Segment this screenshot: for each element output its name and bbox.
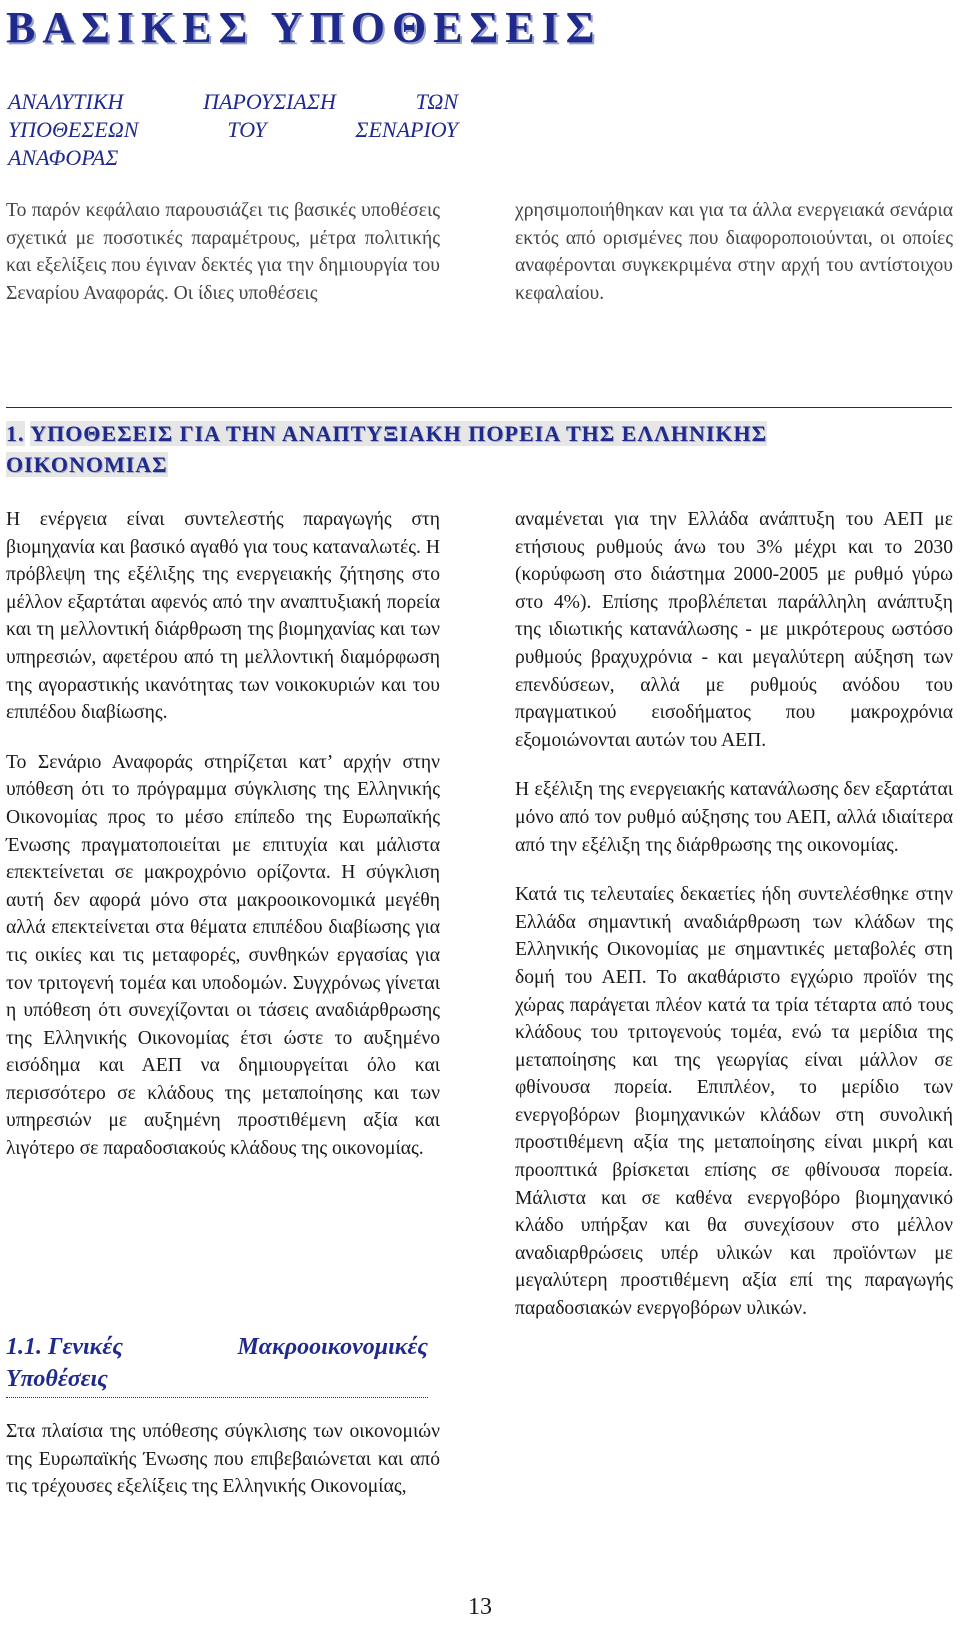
intro-paragraph-left: Το παρόν κεφάλαιο παρουσιάζει τις βασικές υποθέσεις σχετικά με ποσοτικές παραμέτρους, μέτρα πολιτικής και εξελίξεις που έγιναν δεκτές για την δημιουργία του Σεναρίου Αναφοράς. Οι ίδιες υποθέσεις: [6, 200, 440, 304]
chapter-subtitle: [8, 88, 458, 172]
subtitle-line-3: ΑΝΑΦΟΡΑΣ: [8, 145, 119, 170]
chapter-title: ΒΑΣΙΚΕΣ ΥΠΟΘΕΣΕΙΣ: [6, 3, 602, 52]
subsection-word-2: Μακροοικονομικές: [237, 1334, 428, 1360]
subsection-text-column: [6, 1418, 440, 1501]
subtitle-line-1: ΑΝΑΛΥΤΙΚΗ ΠΑΡΟΥΣΙΑΣΗ ΤΩΝ: [8, 89, 458, 114]
right-paragraph-1: αναμένεται για την Ελλάδα ανάπτυξη του ΑΕΠ με ετήσιους ρυθμούς άνω του 3% μέχρι και το 2030 (κορύφωση στο διάστημα 2000-2005 με ρυθμό γύρω στο 4%). Επίσης προβλέπεται παράλληλη ανάπτυξη της ιδιωτικής κατανάλωσης - με μικρότερους ωστόσο ρυθμούς βραχυχρόνια - και μεγαλύτερη αύξηση των επενδύσεων, αλλά με ρυθμούς ανόδου του πραγματικού εισοδήματος που μακροχρόνια εξομοιώνονται αυτών του ΑΕΠ.: [515, 509, 953, 751]
right-paragraph-3: Κατά τις τελευταίες δεκαετίες ήδη συντελέσθηκε στην Ελλάδα σημαντική αναδιάρθρωση των κλάδων της Ελληνικής Οικονομίας με σημαντικές μεταβολές στη δομή του ΑΕΠ. Το ακαθάριστο εγχώριο προϊόν της χώρας παράγεται πλέον κατά τα τρία τέταρτα από τους κλάδους του τριτογενούς τομέα, ενώ τα μερίδια της μεταποίησης και της γεωργίας είναι μάλλον σε φθίνουσα πορεία. Επιπλέον, το μερίδιο των ενεργοβόρων βιομηχανικών κλάδων στη συνολική προστιθέμενη αξία της μεταποίησης είναι μικρή και προοπτικά βρίσκεται επίσης σε φθίνουσα πορεία. Μάλιστα και σε καθένα ενεργοβόρο βιομηχανικό κλάδο υπήρξαν και θα συνεχίσουν στο μέλλον αναδιαρθρώσεις υπέρ υλικών και προϊόντων με μεγαλύτερη προστιθέμενη αξία επί της παραγωγής παραδοσιακών ενεργοβόρων υλικών.: [515, 884, 953, 1320]
subtitle-line-2: ΥΠΟΘΕΣΕΩΝ ΤΟΥ ΣΕΝΑΡΙΟΥ: [8, 117, 458, 142]
subsection-paragraph-1: Στα πλαίσια της υπόθεσης σύγκλισης των οικονομιών της Ευρωπαϊκής Ένωσης που επιβεβαιώνεται και από τις τρέχουσες εξελίξεις της Ελληνικής Οικονομίας,: [6, 1421, 440, 1498]
intro-paragraph-right: χρησιμοποιήθηκαν και για τα άλλα ενεργειακά σενάρια εκτός από ορισμένες που διαφοροποιούνται, οι οποίες αναφέρονται συγκεκριμένα στην αρχή του αντίστοιχου κεφαλαίου.: [515, 200, 953, 304]
section-divider: [6, 407, 952, 408]
intro-left-column: [6, 197, 440, 307]
right-text-column: [515, 506, 953, 1323]
left-paragraph-2: Το Σενάριο Αναφοράς στηρίζεται κατ’ αρχήν στην υπόθεση ότι το πρόγραμμα σύγκλισης της Ελληνικής Οικονομίας προς το μέσο επίπεδο της Ευρωπαϊκής Ένωσης πραγματοποιείται με επιτυχία και μάλιστα επεκτείνεται σε μακροχρόνιο ορίζοντα. Η σύγκλιση αυτή δεν αφορά μόνο στα μακροοικονομικά μεγέθη αλλά επεκτείνεται στα θέματα επιπέδου διαβίωσης για τις οικίες και τις μεταφορές, συνθηκών εργασίας για τον τριτογενή τομέα και υποδομών. Συγχρόνως γίνεται η υπόθεση ότι συνεχίζονται οι τάσεις αναδιάρθρωσης της Ελληνικής Οικονομίας έτσι ώστε το αυξημένο εισόδημα και ΑΕΠ να δημιουργείται όλο και περισσότερο σε κλάδους της μεταποίησης και των υπηρεσιών με αυξημένη προστιθέμενη αξία και λιγότερο σε παραδοσιακούς κλάδους της οικονομίας.: [6, 751, 440, 1160]
section-1-number: 1.: [6, 421, 25, 446]
right-paragraph-2: Η εξέλιξη της ενεργειακής κατανάλωσης δεν εξαρτάται μόνο από τον ρυθμό αύξησης του ΑΕΠ, αλλά ιδιαίτερα από την εξέλιξη της διάρθρωσης της οικονομίας.: [515, 779, 953, 856]
left-text-column: [6, 506, 440, 1163]
subsection-number: 1.1.: [6, 1334, 42, 1360]
section-1-title-line-1: ΥΠΟΘΕΣΕΙΣ ΓΙΑ ΤΗΝ ΑΝΑΠΤΥΞΙΑΚΗ ΠΟΡΕΙΑ ΤΗΣ ΕΛΛΗΝΙΚΗΣ: [30, 421, 768, 446]
subsection-word-3: Υποθέσεις: [6, 1366, 108, 1392]
subsection-word-1: Γενικές: [48, 1334, 123, 1360]
section-1-title-line-2: ΟΙΚΟΝΟΜΙΑΣ: [6, 452, 168, 477]
section-1-heading: [6, 418, 856, 480]
intro-right-column: [515, 197, 953, 307]
subsection-1-1-heading: [6, 1331, 428, 1398]
left-paragraph-1: Η ενέργεια είναι συντελεστής παραγωγής στη βιομηχανία και βασικό αγαθό για τους καταναλωτές. Η πρόβλεψη της εξέλιξης της ενεργειακής ζήτησης στο μέλλον εξαρτάται αφενός από την αναπτυξιακή πορεία και τη μελλοντική διάρθρωση της βιομηχανίας και των υπηρεσιών, αφετέρου από τη μελλοντική διαμόρφωση της αγοραστικής ικανότητας των νοικοκυριών και του επιπέδου διαβίωσης.: [6, 509, 440, 724]
page-number: 13: [468, 1594, 492, 1620]
